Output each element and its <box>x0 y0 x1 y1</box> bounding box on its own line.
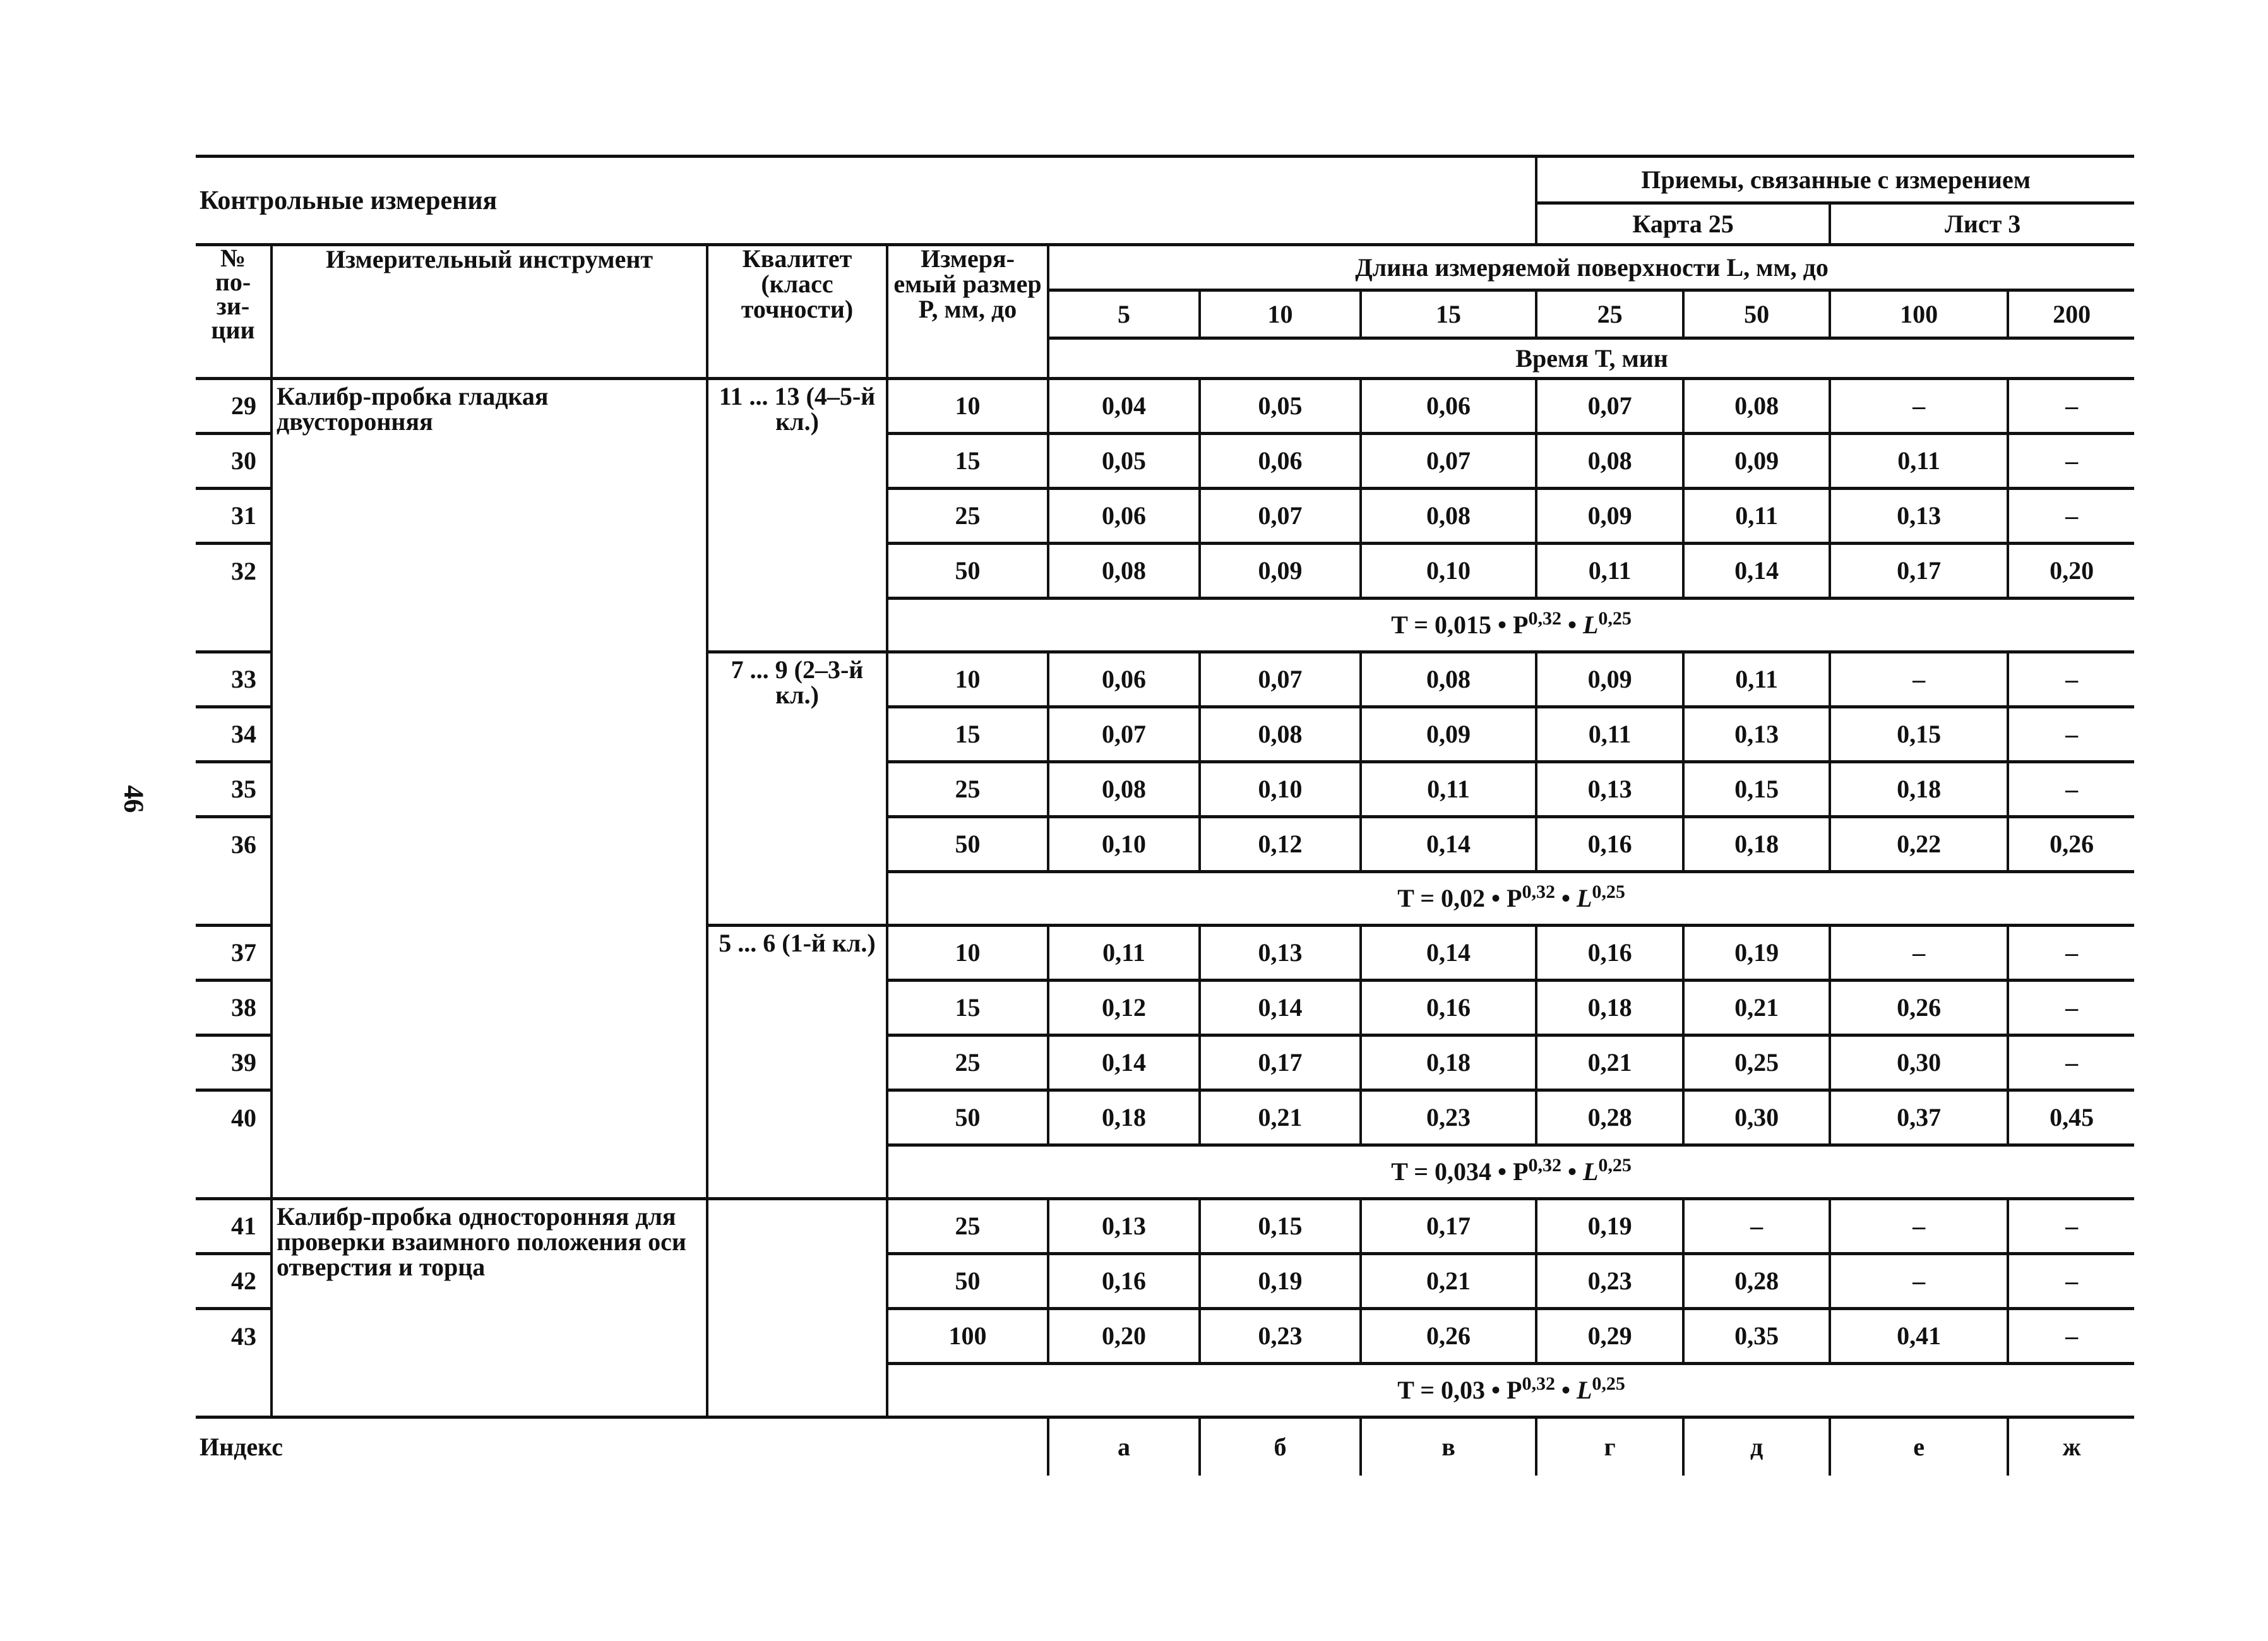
formula-dot: • <box>1561 1157 1583 1186</box>
length-col-15: 15 <box>1361 290 1536 338</box>
formula-l-exponent: 0,25 <box>1598 1155 1632 1176</box>
pos-cell: 29 <box>196 379 272 434</box>
time-value-cell: 0,21 <box>1200 1090 1361 1145</box>
time-value-cell: 0,18 <box>1361 1035 1536 1090</box>
size-cell: 25 <box>887 489 1048 544</box>
time-value-cell: 0,11 <box>1536 707 1683 762</box>
index-letter: б <box>1200 1417 1361 1476</box>
time-value-cell: 0,11 <box>1683 652 1830 707</box>
time-value-cell: 0,17 <box>1200 1035 1361 1090</box>
pos-cell: 32 <box>196 544 272 599</box>
time-value-cell: – <box>2008 981 2134 1035</box>
time-value-cell: 0,06 <box>1048 489 1200 544</box>
kvalitet-cell: 7 ... 9 (2–3-й кл.) <box>707 652 887 926</box>
pos-cell: 31 <box>196 489 272 544</box>
formula-l: L <box>1576 1376 1592 1404</box>
time-value-cell: – <box>1830 379 2008 434</box>
time-value-cell: 0,08 <box>1200 707 1361 762</box>
col-length-header <box>1048 245 2134 290</box>
formula-base: T = 0,03 • P <box>1397 1376 1522 1404</box>
time-value-cell: 0,06 <box>1200 434 1361 489</box>
time-value-cell: 0,17 <box>1830 544 2008 599</box>
time-value-cell: 0,18 <box>1536 981 1683 1035</box>
time-value-cell: 0,37 <box>1830 1090 2008 1145</box>
length-col-50: 50 <box>1683 290 1830 338</box>
time-value-cell: 0,09 <box>1536 489 1683 544</box>
pos-cell-empty <box>196 599 272 652</box>
time-value-cell: 0,16 <box>1361 981 1536 1035</box>
pos-cell: 40 <box>196 1090 272 1145</box>
index-letter: е <box>1830 1417 2008 1476</box>
time-value-cell: – <box>2008 1035 2134 1090</box>
formula-dot: • <box>1555 884 1577 912</box>
time-value-cell: 0,26 <box>2008 817 2134 872</box>
time-value-cell: 0,11 <box>1683 489 1830 544</box>
time-value-cell: 0,21 <box>1361 1254 1536 1309</box>
kvalitet-cell <box>707 1199 887 1417</box>
instrument-cell <box>272 652 707 926</box>
time-value-cell: 0,29 <box>1536 1309 1683 1364</box>
time-value-cell: 0,14 <box>1048 1035 1200 1090</box>
time-value-cell: 0,16 <box>1536 926 1683 981</box>
time-value-cell: 0,30 <box>1683 1090 1830 1145</box>
time-value-cell: 0,45 <box>2008 1090 2134 1145</box>
time-value-cell: 0,15 <box>1683 762 1830 817</box>
time-value-cell: 0,14 <box>1200 981 1361 1035</box>
time-value-cell: 0,26 <box>1830 981 2008 1035</box>
size-cell: 10 <box>887 379 1048 434</box>
time-value-cell: 0,41 <box>1830 1309 2008 1364</box>
time-value-cell: 0,28 <box>1536 1090 1683 1145</box>
formula-base: T = 0,02 • P <box>1397 884 1522 912</box>
pos-cell: 41 <box>196 1199 272 1254</box>
index-letter: а <box>1048 1417 1200 1476</box>
time-value-cell: 0,13 <box>1200 926 1361 981</box>
formula-l-exponent: 0,25 <box>1598 608 1632 629</box>
formula-p-exponent: 0,32 <box>1528 608 1561 629</box>
time-value-cell: 0,19 <box>1200 1254 1361 1309</box>
size-cell: 25 <box>887 762 1048 817</box>
size-cell: 50 <box>887 817 1048 872</box>
size-cell: 50 <box>887 1254 1048 1309</box>
time-value-cell: 0,18 <box>1048 1090 1200 1145</box>
kvalitet-cell: 5 ... 6 (1-й кл.) <box>707 926 887 1199</box>
time-value-cell: 0,08 <box>1361 652 1536 707</box>
time-value-cell: – <box>1830 1199 2008 1254</box>
time-value-cell: – <box>1683 1199 1830 1254</box>
size-cell: 50 <box>887 1090 1048 1145</box>
formula-p-exponent: 0,32 <box>1522 1373 1555 1394</box>
time-value-cell: 0,13 <box>1830 489 2008 544</box>
length-col-10: 10 <box>1200 290 1361 338</box>
size-cell: 15 <box>887 707 1048 762</box>
time-value-cell: – <box>2008 762 2134 817</box>
index-label: Индекс <box>200 1433 283 1461</box>
time-value-cell: 0,23 <box>1536 1254 1683 1309</box>
time-value-cell: 0,09 <box>1683 434 1830 489</box>
table-row <box>196 652 2134 707</box>
time-value-cell: – <box>2008 379 2134 434</box>
time-value-cell: 0,14 <box>1361 817 1536 872</box>
time-value-cell: 0,14 <box>1683 544 1830 599</box>
time-value-cell: 0,23 <box>1361 1090 1536 1145</box>
time-value-cell: 0,09 <box>1200 544 1361 599</box>
formula-cell <box>887 872 2134 926</box>
time-value-cell: 0,07 <box>1200 489 1361 544</box>
length-col-200: 200 <box>2008 290 2134 338</box>
time-value-cell: 0,30 <box>1830 1035 2008 1090</box>
time-value-cell: 0,08 <box>1536 434 1683 489</box>
pos-cell-empty <box>196 1145 272 1199</box>
page-number: 46 <box>118 785 150 813</box>
index-letter: г <box>1536 1417 1683 1476</box>
pos-cell-empty <box>196 1364 272 1417</box>
length-col-5: 5 <box>1048 290 1200 338</box>
header-right-title: Приемы, связанные с измерением <box>1536 157 2134 203</box>
formula-dot: • <box>1561 611 1583 639</box>
size-cell: 25 <box>887 1035 1048 1090</box>
time-value-cell: 0,09 <box>1536 652 1683 707</box>
time-value-cell: 0,10 <box>1048 817 1200 872</box>
time-value-cell: 0,28 <box>1683 1254 1830 1309</box>
formula-p-exponent: 0,32 <box>1522 881 1555 902</box>
instrument-cell: Калибр-пробка гладкая двусторонняя <box>272 379 707 652</box>
formula-l: L <box>1576 884 1592 912</box>
formula-l: L <box>1582 1157 1599 1186</box>
time-value-cell: – <box>2008 652 2134 707</box>
col-pos-header: № по-зи-ции <box>196 245 272 379</box>
time-value-cell: 0,22 <box>1830 817 2008 872</box>
table-row <box>196 1199 2134 1254</box>
time-value-cell: 0,26 <box>1361 1309 1536 1364</box>
time-value-cell: 0,08 <box>1048 762 1200 817</box>
time-value-cell: 0,11 <box>1048 926 1200 981</box>
time-value-cell: 0,13 <box>1048 1199 1200 1254</box>
formula-l-exponent: 0,25 <box>1592 1373 1625 1394</box>
time-value-cell: 0,05 <box>1200 379 1361 434</box>
time-value-cell: – <box>2008 489 2134 544</box>
time-value-cell: 0,18 <box>1683 817 1830 872</box>
measurement-table <box>196 155 2134 1476</box>
time-value-cell: 0,14 <box>1361 926 1536 981</box>
time-value-cell: 0,08 <box>1683 379 1830 434</box>
instrument-cell <box>272 926 707 1199</box>
time-value-cell: – <box>2008 434 2134 489</box>
formula-cell <box>887 1364 2134 1417</box>
pos-cell: 33 <box>196 652 272 707</box>
kvalitet-cell: 11 ... 13 (4–5-й кл.) <box>707 379 887 652</box>
time-value-cell: 0,10 <box>1200 762 1361 817</box>
time-value-cell: 0,11 <box>1830 434 2008 489</box>
index-letter: ж <box>2008 1417 2134 1476</box>
time-value-cell: – <box>1830 652 2008 707</box>
col-size-header: Измеря-емый размер P, мм, до <box>887 245 1048 379</box>
pos-cell: 36 <box>196 817 272 872</box>
time-value-cell: – <box>2008 1254 2134 1309</box>
size-cell: 25 <box>887 1199 1048 1254</box>
time-value-cell: 0,07 <box>1361 434 1536 489</box>
pos-cell-empty <box>196 872 272 926</box>
pos-cell: 43 <box>196 1309 272 1364</box>
index-row <box>196 1417 2134 1476</box>
time-value-cell: 0,16 <box>1048 1254 1200 1309</box>
col-instrument-header: Измерительный инструмент <box>272 245 707 379</box>
time-value-cell: 0,09 <box>1361 707 1536 762</box>
size-cell: 100 <box>887 1309 1048 1364</box>
time-value-cell: 0,15 <box>1830 707 2008 762</box>
time-value-cell: 0,06 <box>1361 379 1536 434</box>
time-value-cell: 0,13 <box>1536 762 1683 817</box>
time-value-cell: 0,10 <box>1361 544 1536 599</box>
time-value-cell: 0,21 <box>1536 1035 1683 1090</box>
time-value-cell: 0,12 <box>1200 817 1361 872</box>
col-kvalitet-header: Квалитет (класс точности) <box>707 245 887 379</box>
time-value-cell: 0,20 <box>2008 544 2134 599</box>
instrument-cell: Калибр-пробка односторонняя для проверки взаимного положения оси отверстия и торца <box>272 1199 707 1417</box>
time-value-cell: 0,16 <box>1536 817 1683 872</box>
time-value-cell: – <box>2008 1199 2134 1254</box>
pos-cell: 42 <box>196 1254 272 1309</box>
length-col-100: 100 <box>1830 290 2008 338</box>
time-value-cell: 0,06 <box>1048 652 1200 707</box>
time-value-cell: 0,20 <box>1048 1309 1200 1364</box>
time-value-cell: – <box>1830 926 2008 981</box>
table-row <box>196 926 2134 981</box>
size-cell: 50 <box>887 544 1048 599</box>
time-value-cell: 0,11 <box>1536 544 1683 599</box>
length-col-25: 25 <box>1536 290 1683 338</box>
time-value-cell: 0,11 <box>1361 762 1536 817</box>
time-value-cell: 0,19 <box>1536 1199 1683 1254</box>
size-cell: 15 <box>887 981 1048 1035</box>
size-cell: 10 <box>887 926 1048 981</box>
formula-l-exponent: 0,25 <box>1592 881 1625 902</box>
pos-cell: 38 <box>196 981 272 1035</box>
time-value-cell: – <box>2008 926 2134 981</box>
pos-cell: 39 <box>196 1035 272 1090</box>
time-value-cell: 0,19 <box>1683 926 1830 981</box>
time-value-cell: 0,23 <box>1200 1309 1361 1364</box>
time-value-cell: 0,15 <box>1200 1199 1361 1254</box>
pos-cell: 30 <box>196 434 272 489</box>
formula-p-exponent: 0,32 <box>1528 1155 1561 1176</box>
index-letter: д <box>1683 1417 1830 1476</box>
formula-base: T = 0,034 • P <box>1391 1157 1529 1186</box>
index-letter: в <box>1361 1417 1536 1476</box>
time-value-cell: – <box>2008 1309 2134 1364</box>
time-value-cell: 0,35 <box>1683 1309 1830 1364</box>
header-karta: Карта 25 <box>1536 203 1830 245</box>
pos-cell: 37 <box>196 926 272 981</box>
formula-cell <box>887 599 2134 652</box>
time-value-cell: – <box>2008 707 2134 762</box>
pos-cell: 34 <box>196 707 272 762</box>
time-value-cell: 0,08 <box>1048 544 1200 599</box>
time-value-cell: 0,25 <box>1683 1035 1830 1090</box>
formula-base: T = 0,015 • P <box>1391 611 1529 639</box>
time-value-cell: – <box>1830 1254 2008 1309</box>
time-value-cell: 0,07 <box>1200 652 1361 707</box>
header-left-title: Контрольные измерения <box>196 157 1536 245</box>
formula-cell <box>887 1145 2134 1199</box>
time-value-cell: 0,13 <box>1683 707 1830 762</box>
table-row <box>196 379 2134 434</box>
time-value-cell: 0,07 <box>1536 379 1683 434</box>
time-value-cell: 0,07 <box>1048 707 1200 762</box>
header-list: Лист 3 <box>1830 203 2134 245</box>
time-value-cell: 0,08 <box>1361 489 1536 544</box>
length-head-text: Длина измеряемой поверхности L, мм, до <box>1355 253 1829 282</box>
formula-dot: • <box>1555 1376 1577 1404</box>
pos-cell: 35 <box>196 762 272 817</box>
time-value-cell: 0,17 <box>1361 1199 1536 1254</box>
size-cell: 10 <box>887 652 1048 707</box>
time-value-cell: 0,21 <box>1683 981 1830 1035</box>
time-value-cell: 0,05 <box>1048 434 1200 489</box>
size-cell: 15 <box>887 434 1048 489</box>
col-time-header: Время Т, мин <box>1048 338 2134 379</box>
time-value-cell: 0,04 <box>1048 379 1200 434</box>
time-value-cell: 0,18 <box>1830 762 2008 817</box>
time-value-cell: 0,12 <box>1048 981 1200 1035</box>
formula-l: L <box>1582 611 1599 639</box>
